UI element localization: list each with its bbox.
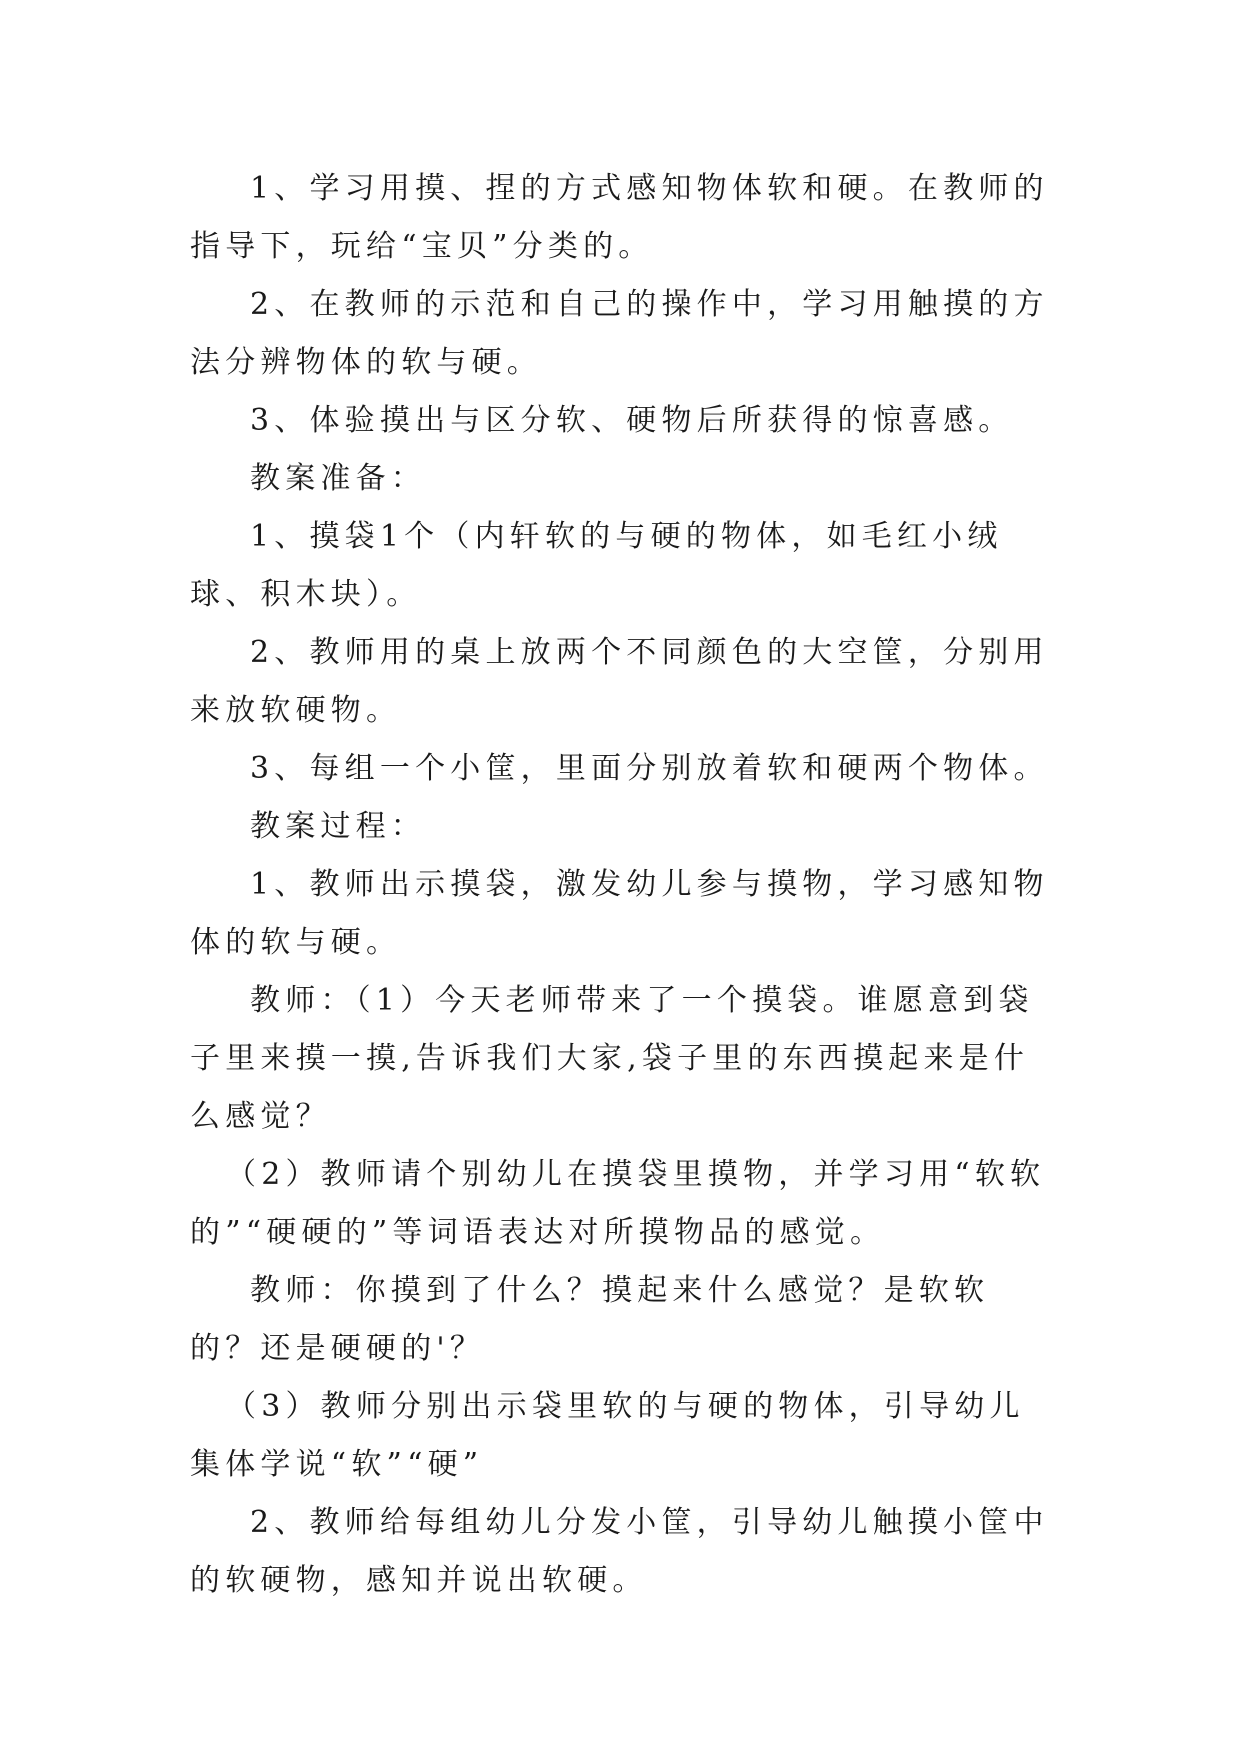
paragraph-step-3: （3）教师分别出示袋里软的与硬的物体，引导幼儿集体学说“软”“硬”	[190, 1389, 1025, 1482]
paragraph-prep-3: 3、每组一个小筐，里面分别放着软和硬两个物体。	[250, 751, 1049, 786]
paragraph-step-2: （2）教师请个别幼儿在摸袋里摸物，并学习用“软软的”“硬硬的”等词语表达对所摸物品的感觉。	[190, 1157, 1046, 1250]
paragraph-goal-1: 1、学习用摸、捏的方式感知物体软和硬。在教师的指导下，玩给“宝贝”分类的。	[190, 171, 1049, 264]
paragraph-teacher-2: 教师：你摸到了什么？摸起来什么感觉？是软软的？还是硬硬的'？	[190, 1273, 990, 1366]
section-heading-process: 教案过程：	[250, 809, 426, 844]
paragraph-goal-2: 2、在教师的示范和自己的操作中，学习用触摸的方法分辨物体的软与硬。	[190, 287, 1049, 380]
paragraph-process-1: 1、教师出示摸袋，激发幼儿参与摸物，学习感知物体的软与硬。	[190, 867, 1049, 960]
paragraph-teacher-1: 教师：（1）今天老师带来了一个摸袋。谁愿意到袋子里来摸一摸,告诉我们大家,袋子里的东西摸起来是什么感觉？	[190, 983, 1034, 1134]
section-heading-preparation: 教案准备：	[250, 461, 426, 496]
paragraph-goal-3: 3、体验摸出与区分软、硬物后所获得的惊喜感。	[250, 403, 1014, 438]
paragraph-prep-2: 2、教师用的桌上放两个不同颜色的大空筐，分别用来放软硬物。	[190, 635, 1049, 728]
paragraph-prep-1: 1、摸袋1个（内轩软的与硬的物体，如毛红小绒球、积木块）。	[190, 519, 1003, 612]
document-body	[190, 160, 1050, 1610]
paragraph-process-2: 2、教师给每组幼儿分发小筐，引导幼儿触摸小筐中的软硬物，感知并说出软硬。	[190, 1505, 1049, 1598]
